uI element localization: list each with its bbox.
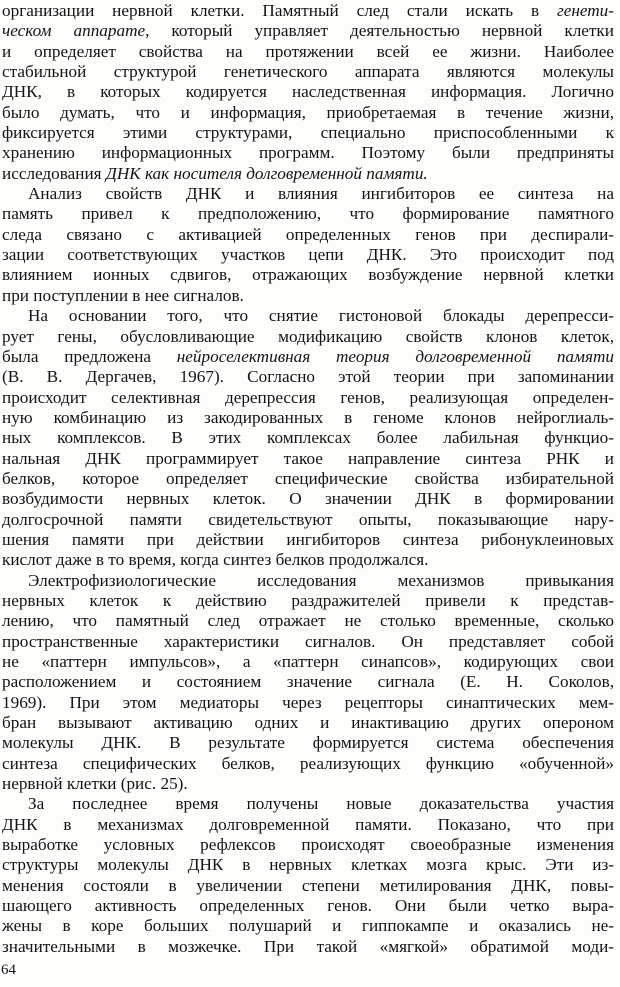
text-run: пространственные характеристики сигналов. Он представляет собой (2, 631, 614, 651)
text-run: 1969). При этом медиаторы через рецепторы синаптических мем- (2, 692, 614, 712)
text-line (2, 225, 614, 245)
text-run: молекулы ДНК. В результате формируется система обеспечения (2, 733, 614, 753)
text-run: при поступлении в нее сигналов. (2, 285, 244, 305)
text-line (2, 143, 614, 163)
text-line (2, 388, 614, 408)
text-run: менения состояли в увеличении степени метилирования ДНК, повы- (2, 875, 614, 895)
text-run: влиянием ионных сдвигов, отражающих возбуждение нервной клетки (2, 265, 614, 285)
text-run: структуры молекулы ДНК в нервных клетках мозга крыс. Эти из- (2, 855, 614, 875)
text-run: зации соответствующих участков цепи ДНК. Это происходит под (2, 245, 614, 265)
text-run: жены в коре больших полушарий и гиппокампе и оказались не- (2, 916, 614, 936)
text-line (2, 245, 614, 265)
text-line (2, 408, 614, 428)
text-run: хранению информационных программ. Поэтому были предприняты (2, 143, 614, 163)
text-line (2, 510, 614, 530)
text-run: ДНК в механизмах долговременной памяти. Показано, что при (2, 814, 614, 834)
text-line (2, 672, 614, 692)
text-line (2, 327, 614, 347)
italic-run: ДНК как носителя долговременной памяти. (105, 163, 428, 183)
text-run: ную комбинацию из закодированных в геноме клонов нейроглиаль- (2, 407, 614, 427)
italic-run: ческом аппарате, (2, 21, 150, 41)
text-run: лению, что памятный след отражает не столько временные, сколько (2, 611, 614, 631)
text-run: значительными в мозжечке. При такой «мягкой» обратимой моди- (2, 936, 614, 956)
text-line (2, 937, 614, 957)
text-run: долгосрочной памяти свидетельствуют опыты, показывающие нару- (2, 509, 614, 529)
text-line (2, 449, 614, 469)
text-line (2, 876, 614, 896)
text-run: ДНК, в которых кодируется наследственная информация. Логично (2, 82, 614, 102)
text-run: возбудимости нервных клеток. О значении ДНК в формировании (2, 489, 614, 509)
text-line (2, 896, 614, 916)
text-run: На основании того, что снятие гистоновой блокады дерепресси- (28, 306, 614, 326)
text-line (2, 530, 614, 550)
text-run: Электрофизиологические исследования механизмов привыкания (28, 570, 614, 590)
text-line (2, 42, 614, 62)
text-line (2, 835, 614, 855)
text-line (2, 347, 614, 367)
text-run: рует гены, обусловливающие модификацию свойств клонов клеток, (2, 326, 614, 346)
text-run: исследования (2, 163, 106, 183)
text-line (2, 286, 614, 306)
text-run: ных комплексов. В этих комплексах более лабильная функцио- (2, 428, 614, 448)
text-run: не «паттерн импульсов», а «паттерн синапсов», кодирующих свои (2, 652, 614, 671)
text-run: (В. В. Дергачев, 1967). Согласно этой теории при запоминании (2, 367, 614, 387)
text-run: кислот даже в то время, когда синтез белков продолжался. (2, 550, 429, 570)
text-run: За последнее время получены новые доказательства участия (28, 794, 614, 814)
text-line (2, 550, 614, 570)
text-line (2, 652, 614, 672)
text-line (2, 367, 614, 387)
text-line (2, 82, 614, 102)
text-run: шения памяти при действии ингибиторов синтеза рибонуклеиновых (2, 529, 614, 549)
text-run: память привел к предположению, что формирование памятного (2, 204, 614, 224)
text-run: белков, которое определяет специфические свойства избирательной (2, 468, 614, 488)
text-line (2, 164, 614, 184)
text-line (2, 306, 614, 326)
italic-run: нейроселективная теория долговременной памяти (176, 346, 614, 366)
text-line (2, 123, 614, 143)
text-run: была предложена (2, 346, 177, 366)
text-line (2, 489, 614, 509)
text-line (2, 62, 614, 82)
italic-run: генети- (557, 1, 614, 20)
text-run: организации нервной клетки. Памятный след стали искать в (2, 1, 557, 20)
text-line (2, 774, 614, 794)
text-line (2, 591, 614, 611)
text-run: нервных клеток к действию раздражителей привели к представ- (2, 590, 614, 610)
text-line (2, 754, 614, 774)
text-run: следа связано с активацией определенных генов при деспирали- (2, 224, 614, 244)
text-run: расположением и состоянием значение сигнала (Е. Н. Соколов, (2, 672, 614, 692)
text-line (2, 428, 614, 448)
text-line (2, 815, 614, 835)
text-run: нальная ДНК программирует такое направление синтеза РНК и (2, 448, 614, 468)
text-run: происходит селективная дерепрессия генов, реализующая определен- (2, 387, 614, 407)
text-run: было думать, что и информация, приобретаемая в течение жизни, (2, 102, 614, 122)
text-line (2, 855, 614, 875)
text-run: который управляет деятельностью нервной клетки (149, 21, 614, 41)
text-line (2, 571, 614, 591)
text-line (2, 265, 614, 285)
body-text (2, 1, 614, 957)
text-line (2, 713, 614, 733)
text-line (2, 916, 614, 936)
text-run: бран вызывают активацию одних и инактивацию других опероном (2, 713, 614, 733)
text-run: Анализ свойств ДНК и влияния ингибиторов ее синтеза на (28, 184, 614, 204)
text-run: и определяет свойства на протяжении всей ее жизни. Наиболее (2, 41, 614, 61)
page-number: 64 (1, 962, 16, 978)
text-run: шающего активность определенных генов. Они были четко выра- (2, 896, 614, 916)
text-line (2, 1, 614, 21)
text-line (2, 632, 614, 652)
text-line (2, 21, 614, 41)
text-line (2, 693, 614, 713)
text-line (2, 469, 614, 489)
text-run: синтеза специфических белков, реализующих функцию «обученной» (2, 753, 614, 773)
text-line (2, 103, 614, 123)
text-line (2, 204, 614, 224)
text-run: стабильной структурой генетического аппарата являются молекулы (2, 62, 614, 82)
text-line (2, 733, 614, 753)
text-line (2, 611, 614, 631)
text-line (2, 184, 614, 204)
text-line (2, 794, 614, 814)
text-run: фиксируется этими структурами, специально приспособленными к (2, 123, 614, 143)
text-run: нервной клетки (рис. 25). (2, 774, 188, 794)
text-run: выработке условных рефлексов происходят своеобразные изменения (2, 835, 614, 855)
